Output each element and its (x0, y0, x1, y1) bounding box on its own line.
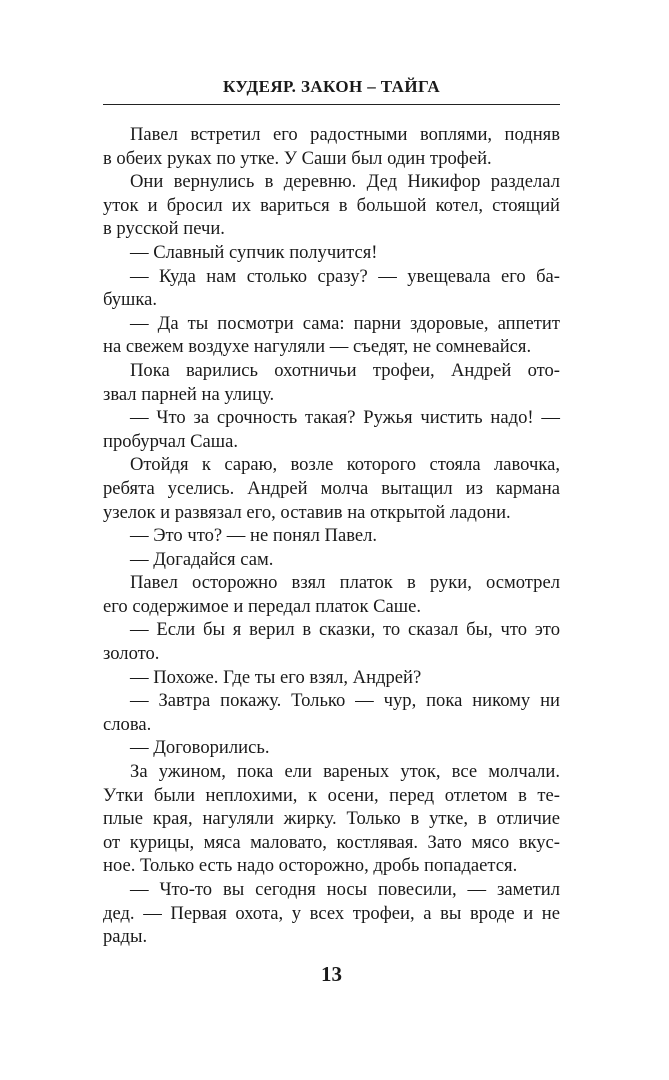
text-line: от курицы, мяса маловато, костлявая. Зато мясо вкус- (103, 831, 560, 853)
paragraph (103, 524, 560, 548)
text-line: Отойдя к сараю, возле которого стояла лавочка, (130, 454, 560, 476)
text-line: в обеих руках по утке. У Саши был один трофей. (103, 147, 492, 169)
paragraph (103, 453, 560, 524)
text-line: в русской печи. (103, 218, 225, 240)
body-text (103, 123, 560, 949)
paragraph (103, 760, 560, 878)
text-line: слова. (103, 713, 152, 735)
text-line: рады. (103, 926, 148, 948)
text-line: — Это что? — не понял Павел. (130, 525, 378, 547)
text-line: — Завтра покажу. Только — чур, пока никому ни (130, 690, 560, 712)
paragraph (103, 123, 560, 170)
text-line: — Что-то вы сегодня носы повесили, — заметил (130, 879, 560, 900)
paragraph (103, 265, 560, 312)
text-line: золото. (103, 643, 160, 665)
paragraph (103, 548, 560, 572)
text-line: на свежем воздухе нагуляли — съедят, не сомневайся. (103, 336, 532, 358)
paragraph (103, 618, 560, 665)
text-line: ребята уселись. Андрей молча вытащил из кармана (103, 477, 560, 499)
text-line: — Догадайся сам. (130, 548, 274, 570)
running-head: КУДЕЯР. ЗАКОН – ТАЙГА (222, 77, 441, 96)
text-line: За ужином, пока ели вареных уток, все молчали. (130, 761, 560, 783)
paragraph (103, 571, 560, 618)
text-line: узелок и развязал его, оставив на открытой ладони. (103, 501, 511, 523)
text-line: — Договорились. (130, 737, 270, 759)
text-line: Пока варились охотничьи трофеи, Андрей ото- (130, 359, 560, 381)
paragraph (103, 241, 560, 265)
text-line: Павел встретил его радостными воплями, подняв (130, 124, 560, 145)
text-line: звал парней на улицу. (103, 383, 275, 405)
header-rule (103, 104, 560, 105)
text-line: Утки были неплохими, к осени, перед отлетом в те- (103, 784, 560, 806)
paragraph (103, 689, 560, 736)
text-line: Павел осторожно взял платок в руки, осмотрел (130, 572, 560, 594)
text-line: бушка. (103, 289, 158, 311)
text-line: уток и бросил их вариться в большой котел, стоящий (103, 194, 560, 216)
text-line: — Похоже. Где ты его взял, Андрей? (130, 666, 422, 688)
text-line: — Куда нам столько сразу? — увещевала его ба- (130, 265, 560, 287)
paragraph (103, 312, 560, 359)
text-line: Они вернулись в деревню. Дед Никифор разделал (130, 171, 560, 193)
text-line: — Если бы я верил в сказки, то сказал бы, что это (130, 619, 560, 641)
text-line: — Да ты посмотри сама: парни здоровые, аппетит (130, 312, 560, 334)
text-line: пробурчал Саша. (103, 430, 238, 452)
page-number: 13 (321, 962, 342, 986)
text-line: плые края, нагуляли жирку. Только в утке, в отличие (103, 808, 560, 830)
paragraph (103, 170, 560, 241)
paragraph (103, 406, 560, 453)
paragraph (103, 736, 560, 760)
text-line: ное. Только есть надо осторожно, дробь попадается. (103, 855, 518, 877)
text-line: дед. — Первая охота, у всех трофеи, а вы вроде и не (103, 902, 560, 924)
text-line: — Что за срочность такая? Ружья чистить надо! — (130, 407, 560, 429)
paragraph (103, 359, 560, 406)
paragraph (103, 666, 560, 690)
text-line: его содержимое и передал платок Саше. (103, 595, 422, 617)
paragraph (103, 878, 560, 949)
text-line: — Славный супчик получится! (130, 241, 378, 263)
